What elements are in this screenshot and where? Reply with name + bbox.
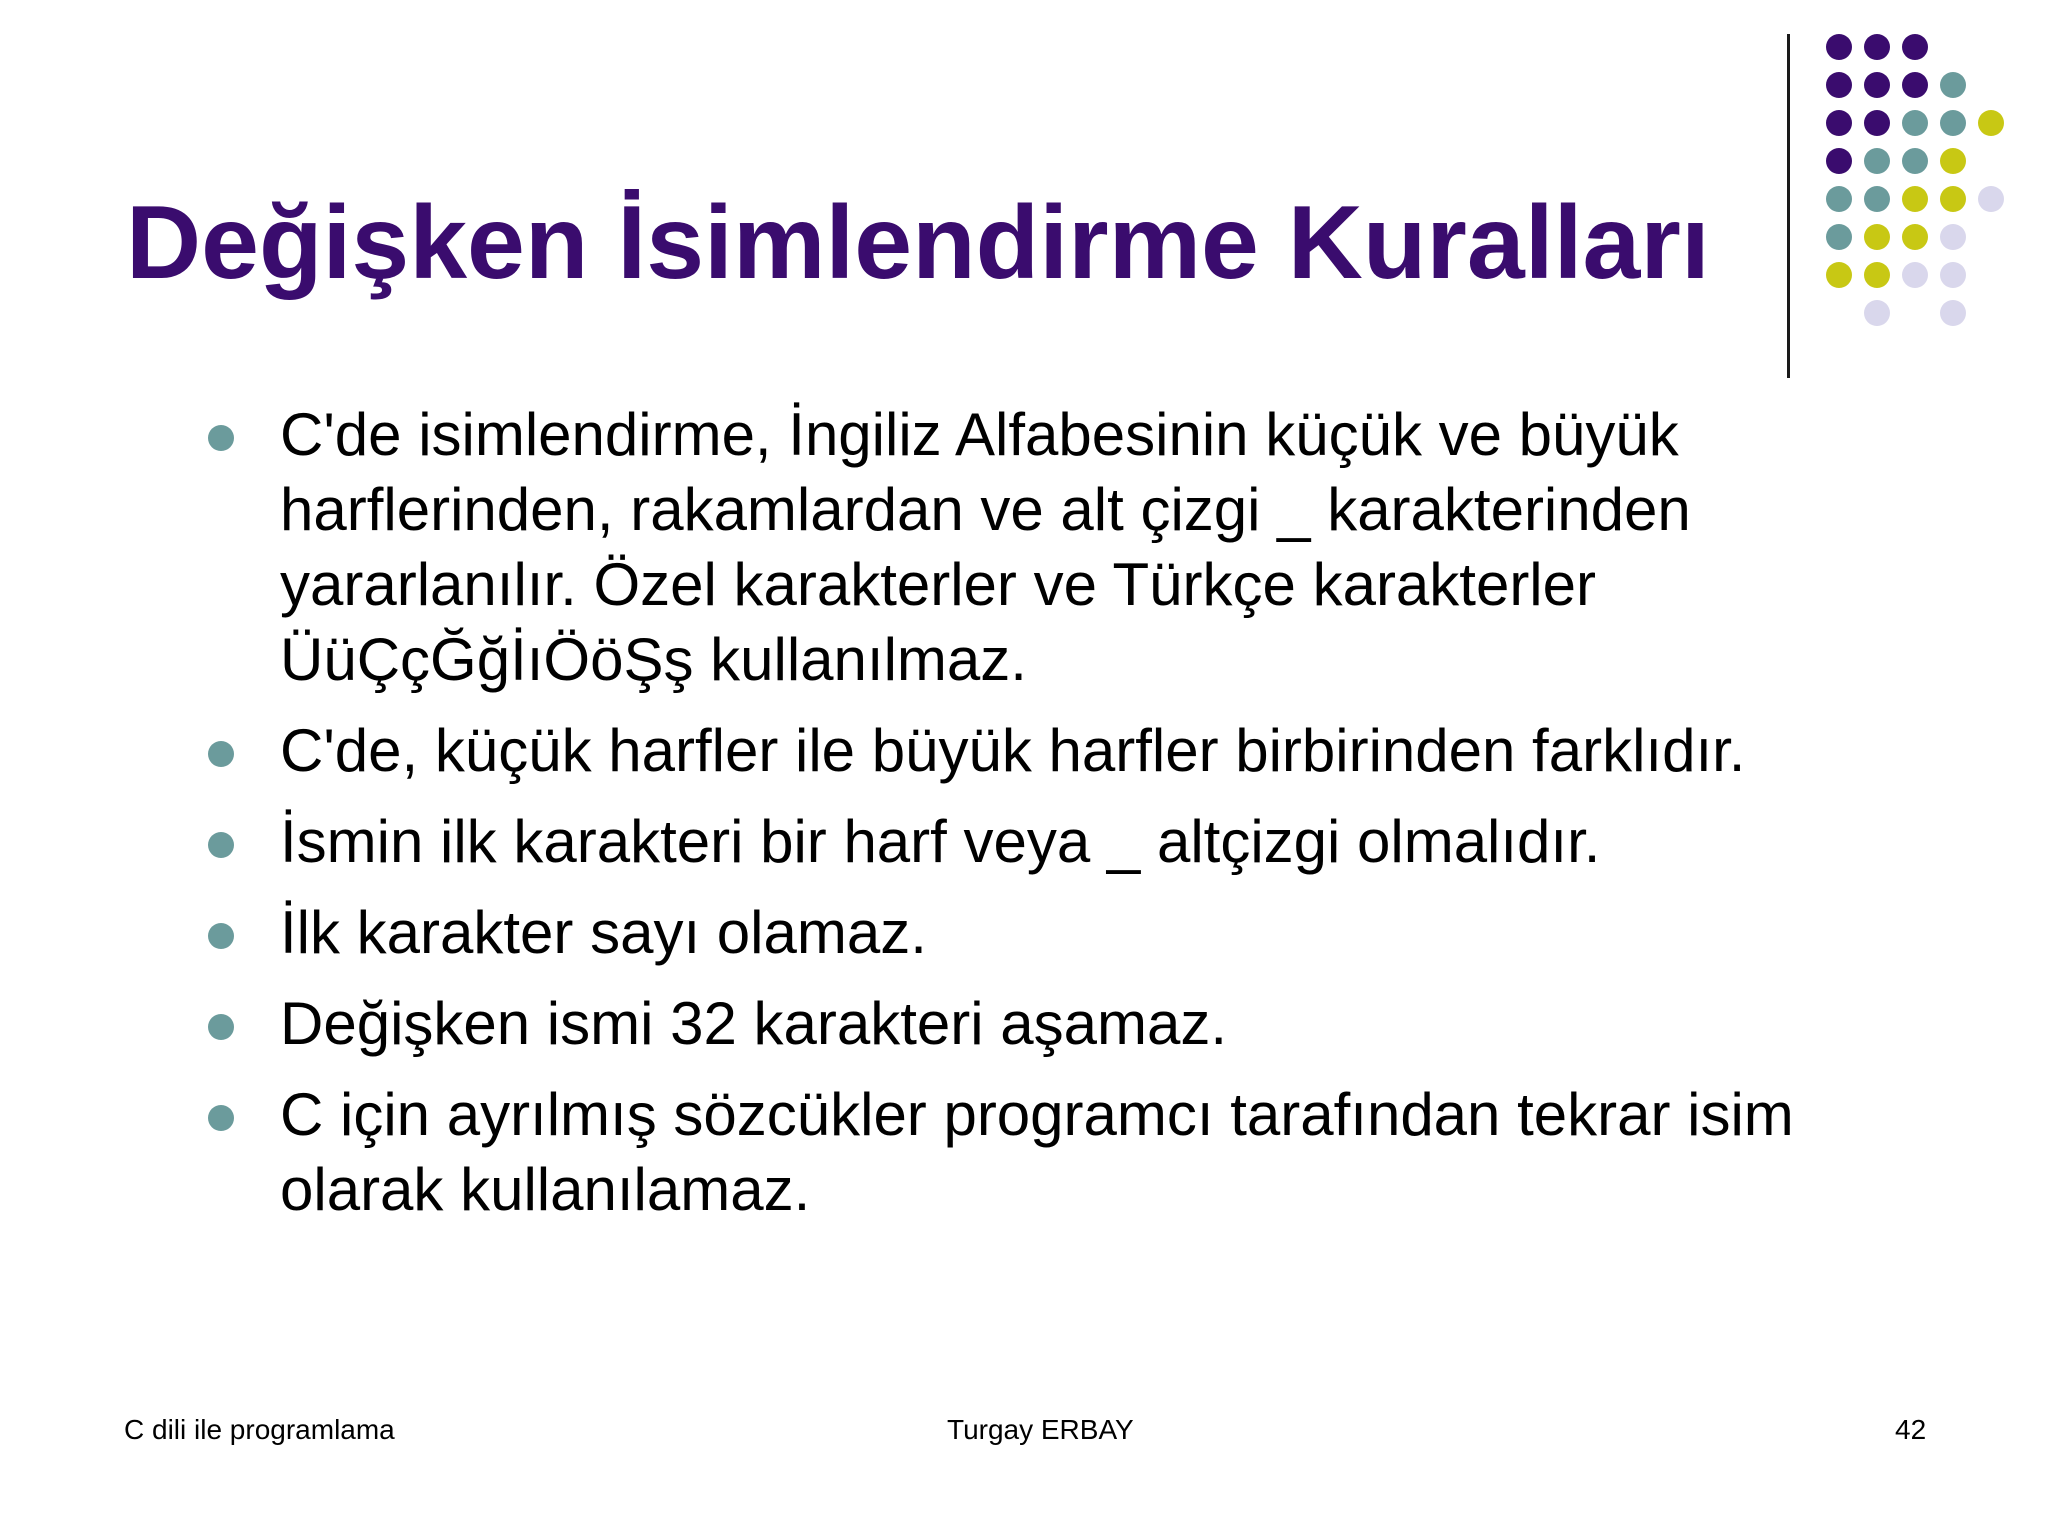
dot [1940,224,1966,250]
dot [1864,186,1890,212]
bullet-icon [208,425,234,451]
dot [1864,34,1890,60]
bullet-item [200,804,1900,879]
bullet-text: C'de isimlendirme, İngiliz Alfabesinin küçük ve büyük harflerinden, rakamlardan ve alt çizgi _ karakterinden yararlanılır. Özel karakterler ve Türkçe karakterler ÜüÇçĞğİıÖöŞş kullanılmaz. [280,401,1691,693]
dot [1902,34,1928,60]
dot [1902,110,1928,136]
bullet-icon [208,741,234,767]
bullet-item [200,986,1900,1061]
dot [1940,110,1966,136]
bullet-icon [208,832,234,858]
dot [1978,110,2004,136]
bullet-text: İlk karakter sayı olamaz. [280,899,927,966]
bullet-icon [208,1105,234,1131]
bullet-item [200,1077,1900,1227]
dot [1940,148,1966,174]
dot [1826,186,1852,212]
dot [1902,72,1928,98]
bullet-item [200,713,1900,788]
bullet-text: C için ayrılmış sözcükler programcı tarafından tekrar isim olarak kullanılamaz. [280,1081,1794,1223]
slide-title: Değişken İsimlendirme Kuralları [126,185,1710,301]
footer-course-name: C dili ile programlama [124,1414,395,1445]
dot [1826,34,1852,60]
title-divider-line [1787,34,1790,378]
dot [1826,72,1852,98]
dot [1940,300,1966,326]
bullet-text: C'de, küçük harfler ile büyük harfler birbirinden farklıdır. [280,717,1746,784]
dot [1902,148,1928,174]
dot [1864,110,1890,136]
bullet-item [200,895,1900,970]
bullet-text: Değişken ismi 32 karakteri aşamaz. [280,990,1228,1057]
dot [1826,224,1852,250]
dot [1864,224,1890,250]
dot [1902,224,1928,250]
dot [1826,110,1852,136]
dot [1864,262,1890,288]
footer-page-number: 42 [1895,1414,1927,1445]
bullet-list [200,397,1900,1243]
dot [1864,300,1890,326]
dot [1826,148,1852,174]
bullet-item [200,397,1900,697]
bullet-icon [208,923,234,949]
dot [1864,72,1890,98]
footer-author: Turgay ERBAY [947,1414,1134,1445]
dot [1978,186,2004,212]
bullet-text: İsmin ilk karakteri bir harf veya _ altçizgi olmalıdır. [280,808,1601,875]
dot [1826,262,1852,288]
dot [1940,262,1966,288]
dot [1864,148,1890,174]
dot [1940,186,1966,212]
dot [1940,72,1966,98]
bullet-icon [208,1014,234,1040]
dot [1902,262,1928,288]
dot [1902,186,1928,212]
